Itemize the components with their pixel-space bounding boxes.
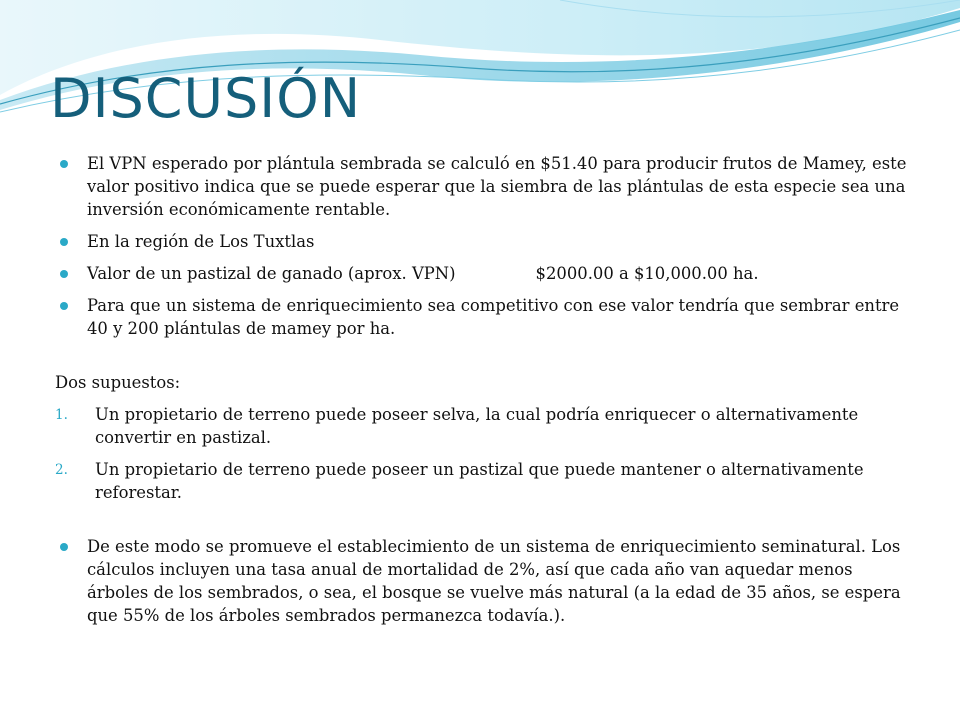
bullet-competitivo (55, 294, 915, 340)
bullet-dot-icon (60, 270, 68, 278)
pastizal-label: Valor de un pastizal de ganado (aprox. VPN) (87, 264, 456, 283)
bullet-dot-icon (60, 543, 68, 551)
bullet-vpn (55, 152, 915, 221)
bullet-region (55, 230, 915, 253)
slide-title: DISCUSIÓN (50, 67, 362, 130)
pastizal-value: $2000.00 a $10,000.00 ha. (535, 264, 759, 283)
supuesto-text: Un propietario de terreno puede poseer selva, la cual podría enriquecer o alternativamente convertir en pastizal. (95, 405, 859, 447)
supuesto-item-2 (55, 458, 915, 504)
bullet-final-text: De este modo se promueve el establecimiento de un sistema de enriquecimiento seminatural. Los cálculos incluyen una tasa anual de mortalidad de 2%, así que cada año van aquedar menos árboles de los sembrados, o sea, el bosque se vuelve más natural (a la edad de 35 años, se espera que 55% de los árboles sembrados permanezca todavía.). (87, 537, 901, 625)
bullet-competitivo-text: Para que un sistema de enriquecimiento sea competitivo con ese valor tendría que sembrar entre 40 y 200 plántulas de mamey por ha. (87, 296, 900, 338)
supuesto-item-1 (55, 403, 915, 449)
bullet-vpn-text: El VPN esperado por plántula sembrada se calculó en $51.40 para producir frutos de Mamey, este valor positivo indica que se puede esperar que la siembra de las plántulas de esta especie sea una inversión económicamente rentable. (87, 154, 907, 219)
bullet-dot-icon (60, 160, 68, 168)
bullet-final (55, 535, 915, 627)
bullet-region-text: En la región de Los Tuxtlas (87, 232, 315, 251)
bullet-dot-icon (60, 302, 68, 310)
supuesto-text: Un propietario de terreno puede poseer un pastizal que puede mantener o alternativamente reforestar. (95, 460, 864, 502)
bullet-pastizal (55, 262, 915, 285)
list-number: 2. (55, 462, 68, 478)
list-number: 1. (55, 407, 68, 423)
bullet-dot-icon (60, 238, 68, 246)
slide-body (55, 152, 915, 636)
supuestos-heading: Dos supuestos: (55, 373, 181, 392)
